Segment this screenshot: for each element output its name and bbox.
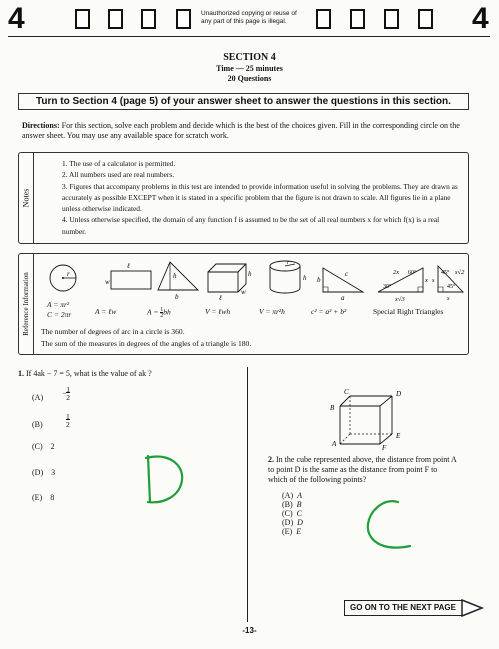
handwritten-answer-c (362, 496, 422, 556)
header-box (384, 9, 399, 29)
note-item: 3. Figures that accompany problems in this test are intended to provide information useful in solving the problems. They are drawn as accurately as possible EXCEPT when it is stated in a specific problem that the figure is not drawn to scale. All figures lie in a plane unless otherwise indicated. (62, 181, 458, 214)
reference-tab-label: Reference Information (22, 272, 30, 336)
svg-text:2x: 2x (393, 269, 400, 276)
q2-choice-b[interactable]: (B) B (282, 500, 302, 509)
svg-text:b: b (317, 276, 321, 284)
cube-label-b: B (330, 404, 335, 412)
question-2 (268, 455, 458, 485)
header-box (75, 9, 90, 29)
q2-choice-a[interactable]: (A) A (282, 491, 302, 500)
header-box (176, 9, 191, 29)
notes-tab (19, 153, 34, 243)
svg-text:x: x (425, 277, 428, 284)
question-1-number: 1. (18, 369, 24, 378)
svg-text:30°: 30° (383, 284, 392, 290)
q1-choice-b-value: $\frac{1}{2}$ (66, 412, 70, 429)
fact-triangle-sum: The sum of the measures in degrees of the angles of a triangle is 180. (41, 339, 252, 348)
copyright-warning: Unauthorized copying or reuse of any part of this page is illegal. (201, 10, 297, 25)
rectangle-figure (111, 271, 151, 289)
cube-figure (320, 388, 440, 450)
formula-rect-area: A = ℓw (95, 307, 117, 316)
section-title: SECTION 4 (223, 52, 276, 63)
column-divider (247, 367, 248, 622)
q1-choice-a-value: $-\frac{1}{2}$ (62, 385, 70, 402)
q2-choice-c[interactable]: (C) C (282, 509, 303, 518)
label-b: b (175, 293, 179, 301)
label-l: ℓ (127, 262, 130, 270)
svg-text:r: r (287, 260, 290, 266)
box-figure (208, 272, 238, 292)
label-r: r (67, 270, 70, 278)
next-page-arrow-icon[interactable] (460, 596, 484, 620)
section-question-count: 20 Questions (227, 74, 272, 83)
label-h: h (173, 272, 177, 280)
formula-cylinder-volume: V = πr²h (259, 307, 285, 316)
q1-choice-a[interactable]: (A) (32, 393, 44, 402)
directions (22, 121, 470, 141)
question-1-prompt: If 4ak − 7 = 5, what is the value of ak ? (26, 369, 152, 378)
svg-text:60°: 60° (408, 270, 417, 276)
header-box (108, 9, 123, 29)
section-number-left: 4 (8, 2, 25, 35)
special-right-triangles-label: Special Right Triangles (373, 307, 444, 316)
page-number: -13- (242, 626, 257, 635)
formula-triangle-area: $A = \frac{1}{2}bh$ (147, 307, 171, 319)
svg-text:s: s (447, 295, 450, 302)
formula-pythagorean: c² = a² + b² (311, 307, 347, 316)
header-rule (8, 36, 490, 37)
cube-label-e: E (396, 432, 401, 440)
notes-tab-label: Notes (21, 188, 31, 208)
q1-choice-e[interactable]: (E) 8 (32, 493, 55, 502)
section-number-right: 4 (472, 2, 489, 35)
q1-choice-c[interactable]: (C) 2 (32, 442, 55, 451)
label-c: c (345, 270, 349, 278)
question-1 (18, 369, 152, 378)
handwritten-answer-d (140, 450, 190, 510)
formula-box-volume: V = ℓwh (205, 307, 231, 316)
svg-text:h: h (248, 270, 252, 278)
note-item: 1. The use of a calculator is permitted. (62, 159, 176, 168)
next-page-button[interactable]: GO ON TO THE NEXT PAGE (344, 600, 462, 616)
question-2-number: 2. (268, 455, 274, 464)
notes-box (18, 152, 469, 244)
formula-circle-area: A = πr² (47, 300, 70, 309)
header-box (141, 9, 156, 29)
svg-text:45°: 45° (441, 270, 450, 276)
right-triangle-figure (323, 268, 363, 292)
directions-text: For this section, solve each problem and decide which is the best of the choices given. Fill in the corresponding circle on the answer sheet. You may use any available space for scratch work. (22, 121, 460, 140)
svg-text:w: w (241, 288, 246, 296)
directions-label: Directions: (22, 121, 60, 130)
note-item: 4. Unless otherwise specified, the domain of any function f is assumed to be the set of all real numbers x for which f(x) is a real number. (62, 215, 440, 236)
cube-label-c: C (344, 388, 349, 396)
cube-label-a: A (332, 440, 337, 448)
svg-text:ℓ: ℓ (219, 294, 222, 302)
cube-label-f: F (382, 444, 387, 450)
svg-text:s√2: s√2 (455, 269, 465, 276)
q1-choice-b[interactable]: (B) (32, 420, 43, 429)
svg-text:s: s (432, 277, 435, 284)
formula-circle-circumference: C = 2πr (47, 310, 72, 319)
header-box (418, 9, 433, 29)
cube-label-d: D (396, 390, 402, 398)
question-2-prompt: In the cube represented above, the distance from point A to point D is the same as the distance from point F to which of the following points? (268, 455, 457, 484)
fact-circle-degrees: The number of degrees of arc in a circle is 360. (41, 327, 185, 336)
label-w: w (105, 278, 110, 286)
svg-text:h: h (303, 274, 307, 282)
svg-text:x√3: x√3 (395, 296, 405, 303)
header-box (350, 9, 365, 29)
reference-box (18, 253, 469, 355)
section-time: Time — 25 minutes (216, 64, 283, 73)
label-a: a (341, 294, 345, 302)
header-box (316, 9, 331, 29)
answer-sheet-banner: Turn to Section 4 (page 5) of your answer sheet to answer the questions in this section. (18, 93, 469, 110)
q2-choice-e[interactable]: (E) E (282, 527, 302, 536)
q2-choice-d[interactable]: (D) D (282, 518, 303, 527)
q1-choice-d[interactable]: (D) 3 (32, 468, 56, 477)
reference-tab (19, 254, 34, 354)
note-item: 2. All numbers used are real numbers. (62, 170, 175, 180)
svg-text:45°: 45° (447, 284, 456, 290)
triangle-figure (158, 262, 198, 290)
